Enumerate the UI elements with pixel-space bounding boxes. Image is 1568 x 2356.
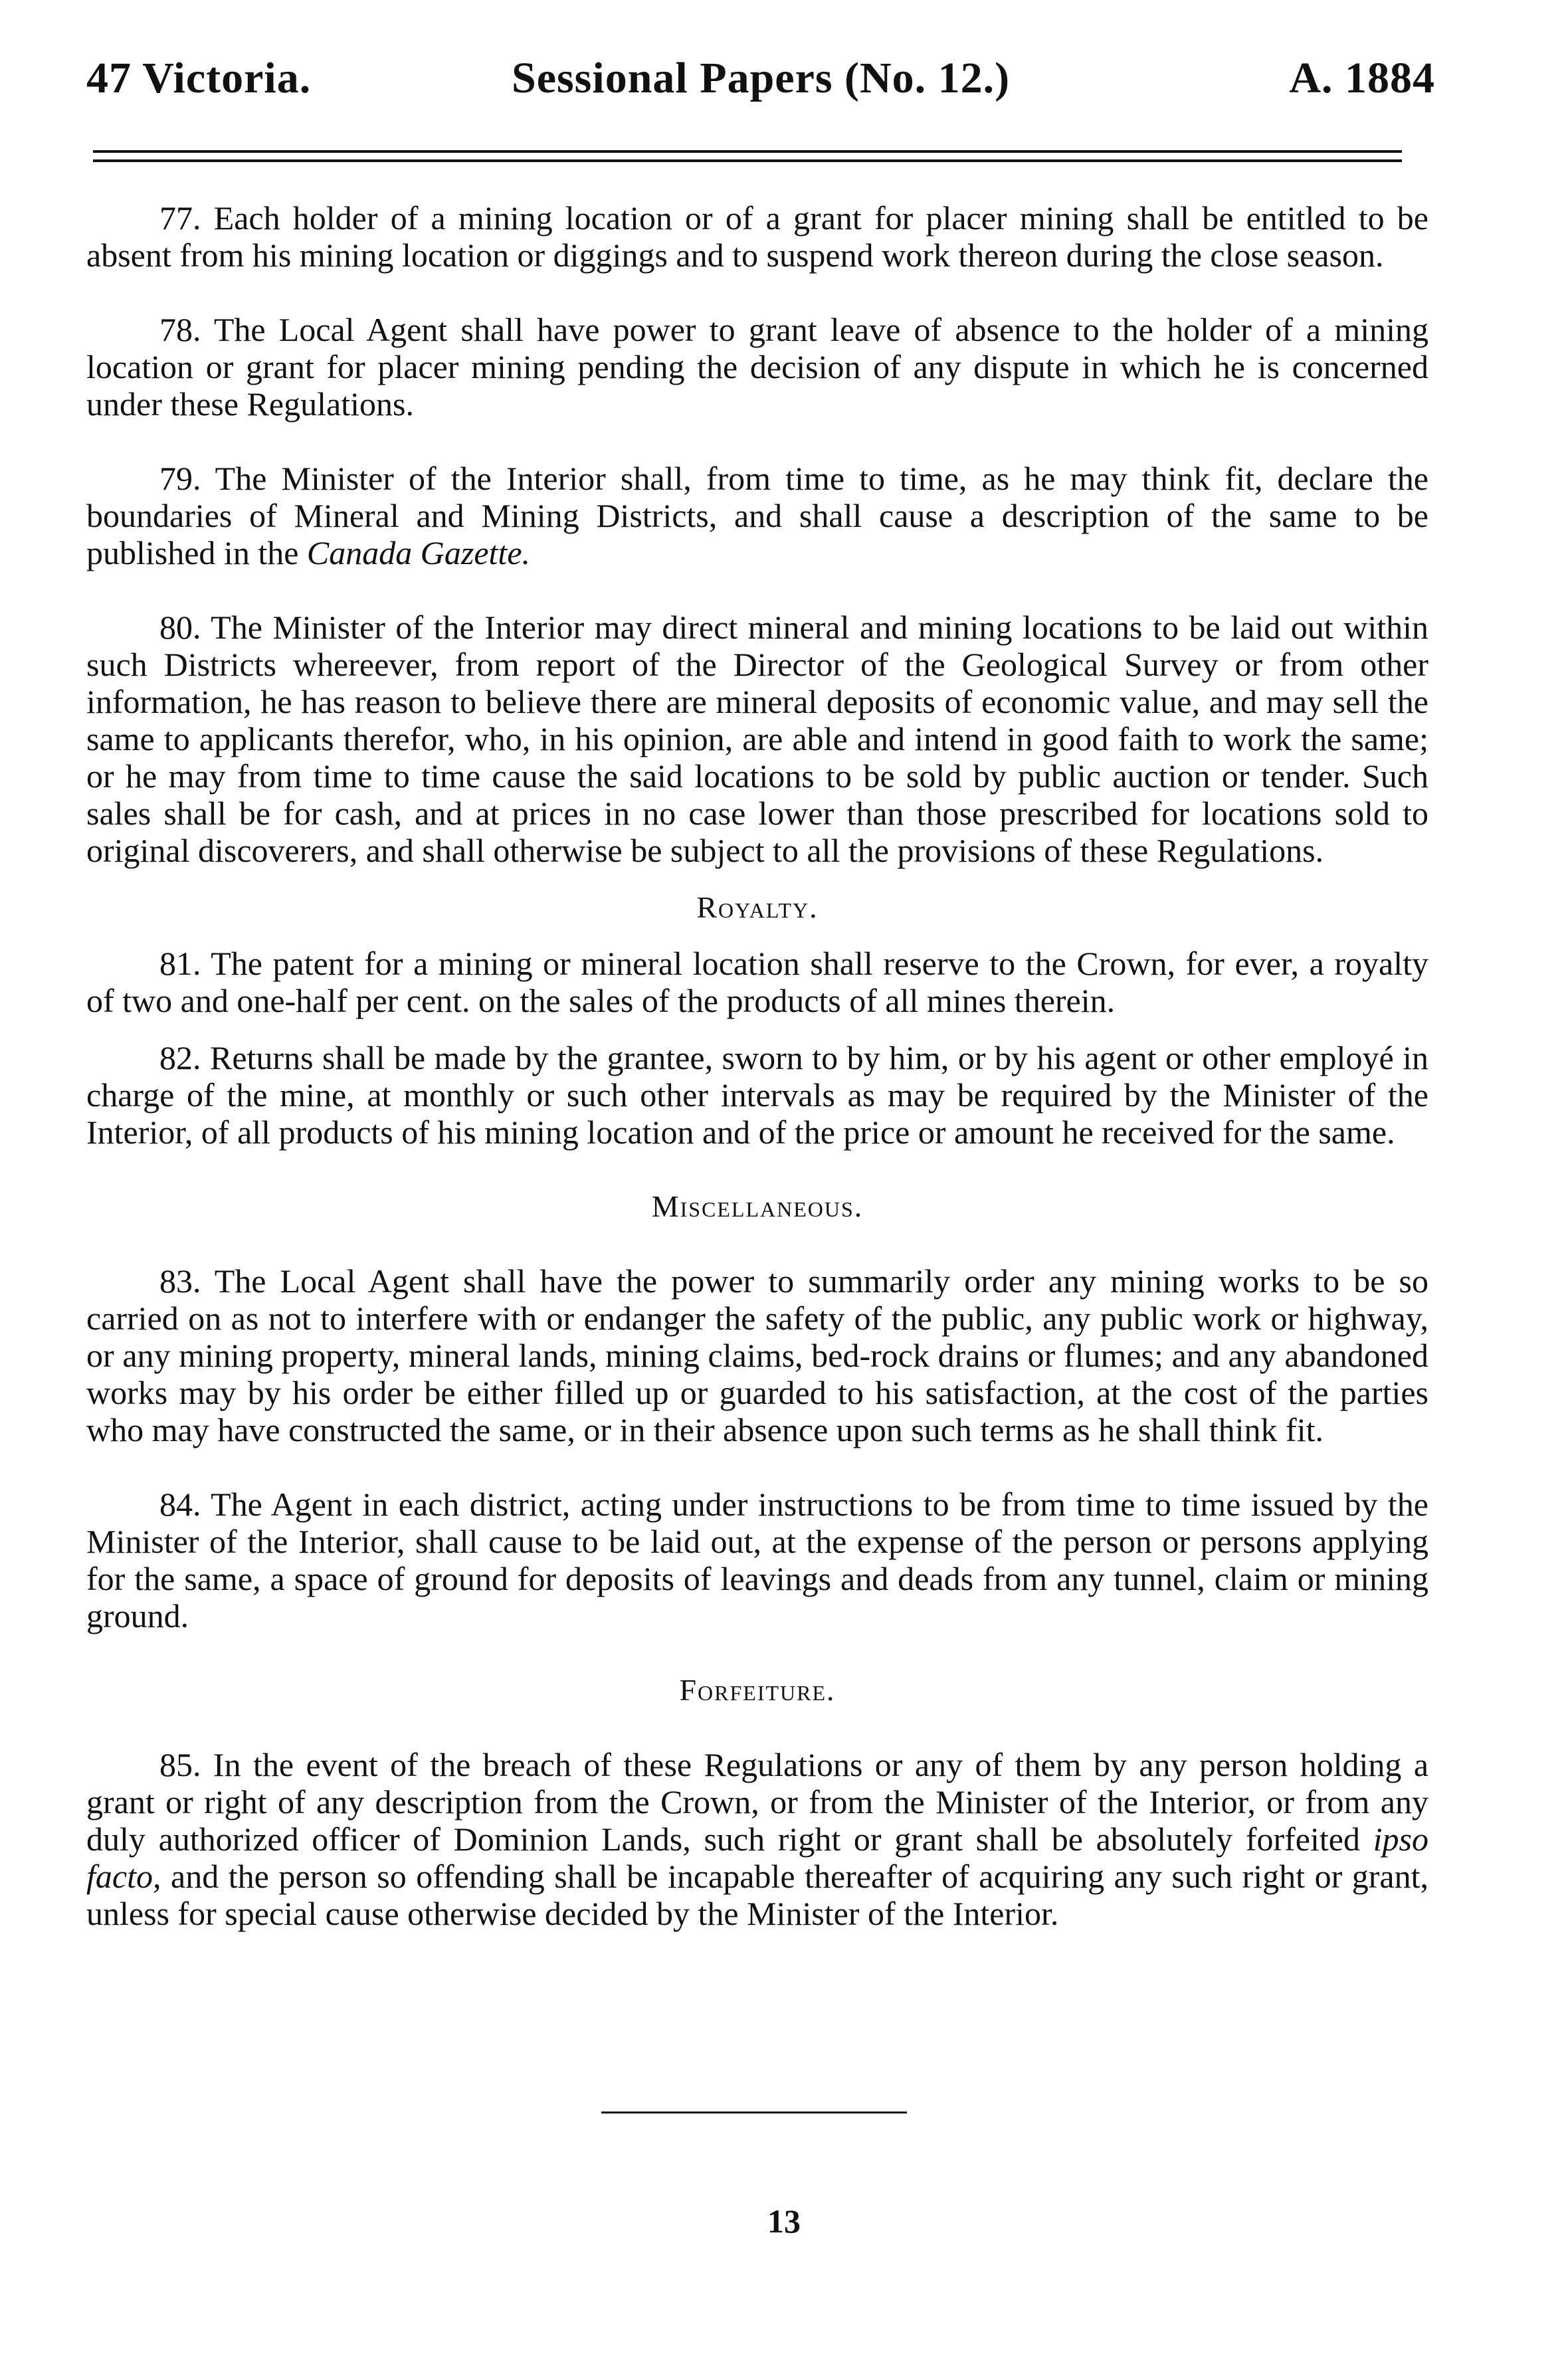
header-year: A. 1884 [1289, 54, 1435, 102]
paragraph-number: 85. [159, 1746, 201, 1783]
footer-rule [601, 2111, 907, 2113]
paragraph-text: The Minister of the Interior may direct mineral and mining locations to be laid out within such Districts whereever, from report of the Director of the Geological Survey or from other information, he has reason to believe there are mineral deposits of economic value, and may sell the same to applicants therefor, who, in his opinion, are able and intend in good faith to work the same; or he may from time to time cause the said locations to be sold by public auction or tender. Such sales shall be for cash, and at prices in no case lower than those prescribed for locations sold to original discoverers, and shall otherwise be subject to all the provisions of these Regulations. [86, 609, 1428, 869]
paragraph-italic-text: Canada Gazette. [306, 534, 531, 571]
paragraph-text: The Local Agent shall have power to grant leave of absence to the holder of a mining location or grant for placer mining pending the decision of any dispute in which he is concerned under these Regulations. [86, 311, 1428, 423]
paragraph-78 [86, 311, 1428, 423]
header-title: Sessional Papers (No. 12.) [512, 54, 1011, 102]
paragraph-text: In the event of the breach of these Regulations or any of them by any person holding a grant or right of any description from the Crown, or from the Minister of the Interior, or from any duly authorized officer of Dominion Lands, such right or grant shall be absolutely forfeited [86, 1746, 1429, 1858]
paragraph-number: 78. [159, 311, 201, 348]
paragraph-number: 82. [159, 1039, 201, 1076]
page-number: 13 [767, 2203, 801, 2240]
paragraph-number: 83. [159, 1262, 201, 1300]
paragraph-number: 77. [159, 199, 201, 237]
paragraph-81 [86, 945, 1428, 1019]
header-reign: 47 Victoria. [86, 54, 312, 102]
paragraph-number: 81. [159, 945, 201, 982]
paragraph-text: Returns shall be made by the grantee, sworn to by him, or by his agent or other employé in charge of the mine, at monthly or such other intervals as may be required by the Minister of the Interior, of all products of his mining location and of the price or amount he received for the same. [86, 1039, 1429, 1151]
paragraph-84 [86, 1486, 1428, 1634]
paragraph-85 [86, 1746, 1428, 1932]
paragraph-79 [86, 460, 1428, 571]
paragraph-number: 84. [159, 1486, 201, 1523]
paragraph-italic-text: ipso facto, [86, 1820, 1428, 1895]
paragraph-number: 80. [159, 609, 201, 646]
paragraph-82 [86, 1039, 1428, 1151]
paragraph-text: Each holder of a mining location or of a grant for placer mining shall be entitled to be absent from his mining location or diggings and to suspend work thereon during the close season. [86, 199, 1428, 274]
paragraph-83 [86, 1262, 1428, 1448]
page-header [86, 53, 1435, 113]
paragraph-80 [86, 609, 1428, 869]
header-rule-top [93, 150, 1402, 153]
section-heading-miscellaneous: Miscellaneous. [651, 1189, 864, 1223]
paragraph-text-continued: and the person so offending shall be incapable thereafter of acquiring any such right or grant, unless for special cause otherwise decided by the Minister of the Interior. [86, 1858, 1428, 1932]
paragraph-text: The Agent in each district, acting under instructions to be from time to time issued by the Minister of the Interior, shall cause to be laid out, at the expense of the person or persons applying for the same, a space of ground for deposits of leavings and deads from any tunnel, claim or mining ground. [86, 1486, 1428, 1634]
header-rule-bottom [93, 159, 1402, 162]
paragraph-text: The Local Agent shall have the power to summarily order any mining works to be so carried on as not to interfere with or endanger the safety of the public, any public work or highway, or any mining property, mineral lands, mining claims, bed-rock drains or flumes; and any abandoned works may by his order be either filled up or guarded to his satisfaction, at the cost of the parties who may have constructed the same, or in their absence upon such terms as he shall think fit. [86, 1262, 1428, 1448]
paragraph-77 [86, 199, 1428, 274]
paragraph-text: The patent for a mining or mineral location shall reserve to the Crown, for ever, a royalty of two and one-half per cent. on the sales of the products of all mines therein. [86, 945, 1428, 1019]
paragraph-text: The Minister of the Interior shall, from time to time, as he may think fit, declare the boundaries of Mineral and Mining Districts, and shall cause a description of the same to be published in the [86, 460, 1428, 571]
section-heading-royalty: Royalty. [696, 890, 819, 924]
section-heading-forfeiture: Forfeiture. [679, 1673, 836, 1707]
page-body [86, 199, 1428, 1969]
paragraph-number: 79. [159, 460, 201, 497]
